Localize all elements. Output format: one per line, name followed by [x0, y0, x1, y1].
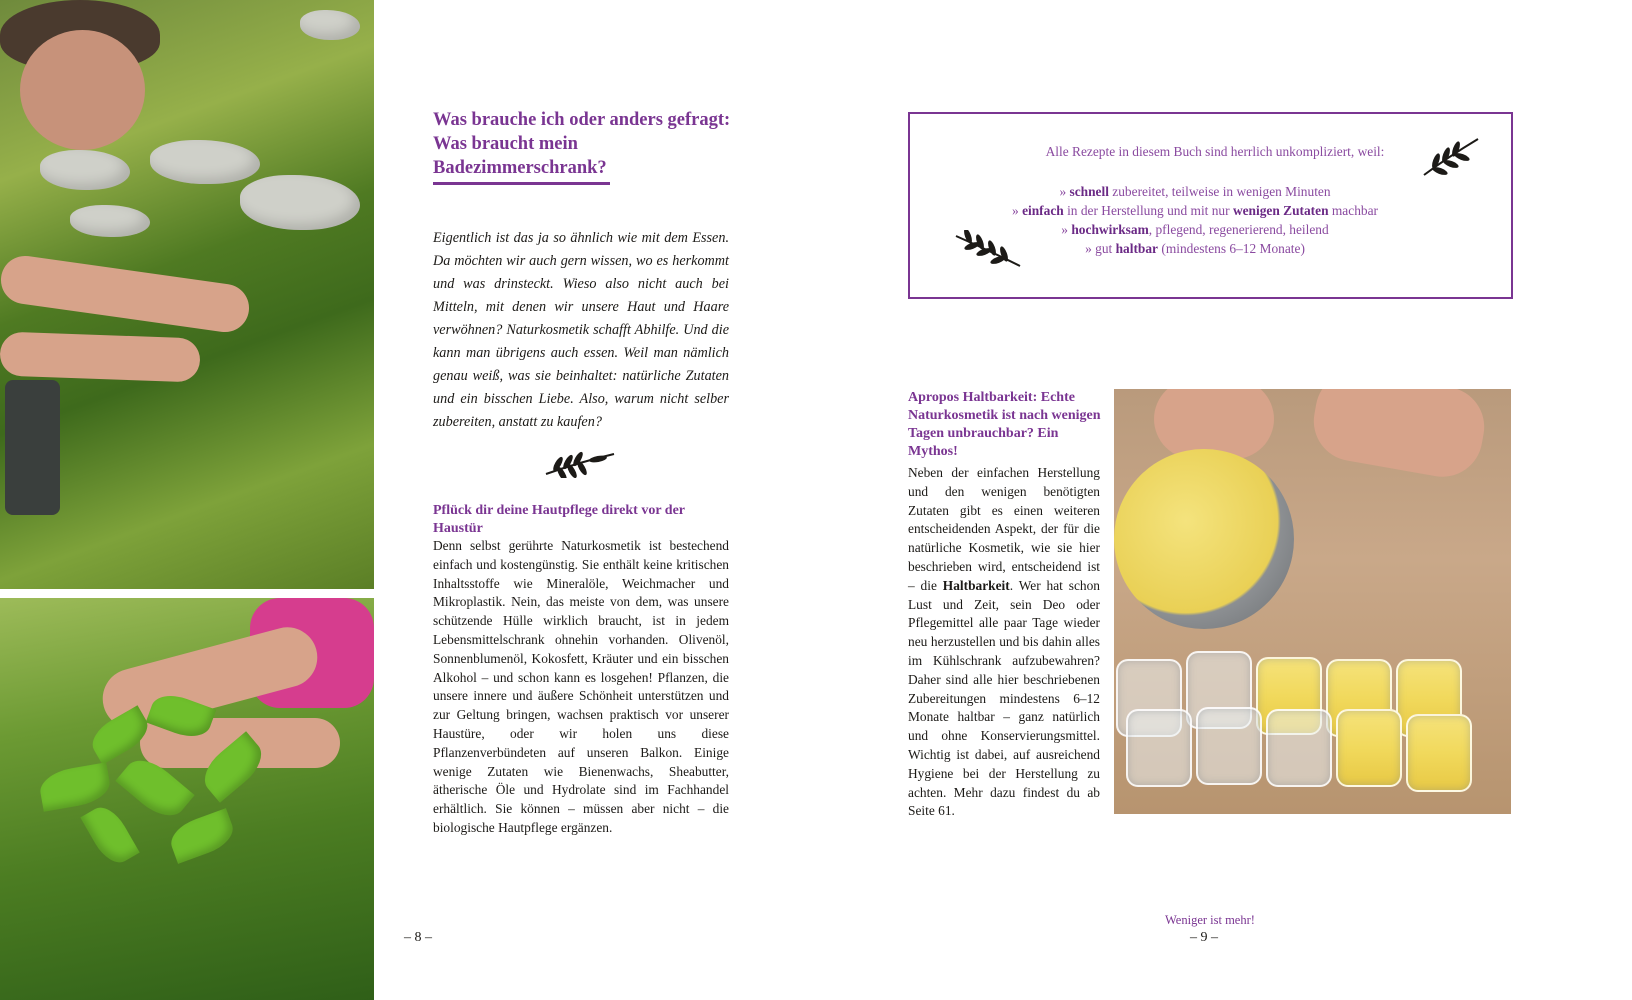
running-title: Weniger ist mehr!: [1165, 913, 1255, 927]
info-box-intro: Alle Rezepte in diesem Buch sind herrlich unkompliziert, weil:: [1045, 144, 1385, 159]
list-item: » gut haltbar (mindestens 6–12 Monate): [1085, 241, 1305, 256]
photo-pouring-cream-into-jars: [1114, 389, 1511, 814]
section-title-right: Apropos Haltbarkeit: Echte Naturkosmetik ist nach wenigen Tagen unbrauchbar? Ein Mythos!: [908, 390, 1101, 459]
heading-underline: [433, 182, 610, 185]
page-heading: Was brauche ich oder anders gefragt: Was braucht mein Badezimmerschrank?: [433, 110, 731, 178]
leaf-sprig-icon: [1418, 133, 1484, 179]
page-number-left: – 8 –: [404, 930, 432, 945]
leaf-sprig-icon: [542, 448, 618, 478]
photo-hands-with-leaves: [0, 598, 374, 1000]
list-item: » einfach in der Herstellung und mit nur wenigen Zutaten machbar: [1012, 203, 1378, 218]
photo-woman-picking-plants: [0, 0, 374, 589]
section-title-left: Pflück dir deine Hautpflege direkt vor der Haustür: [433, 503, 685, 536]
page-number-right: – 9 –: [1190, 930, 1218, 945]
leaf-sprig-icon: [952, 230, 1024, 272]
list-item: » schnell zubereitet, teilweise in wenigen Minuten: [1059, 184, 1331, 199]
list-item: » hochwirksam, pflegend, regenerierend, heilend: [1061, 222, 1329, 237]
section-body-left: Denn selbst gerührte Naturkosmetik ist bestechend einfach und kostengünstig. Sie enthält keine kritischen Inhaltsstoffe wie Mineralöle, Weichmacher und Mikroplastik. Nein, das meiste von dem, was unsere schützende Hülle wirklich braucht, ist in jedem Lebensmittelschrank ohnehin vorhanden. Olivenöl, Sonnenblumenöl, Kokosfett, Kräuter und ein bisschen Alkohol – und schon kann es losgehen! Pflanzen, die unsere innere und äußere Schönheit unterstützen und zur Geltung bringen, wachsen praktisch vor unserer Haustüre, oder wir holen uns diese Pflanzenverbündeten auf unseren Balkon. Einige wenige Zutaten wie Bienenwachs, Sheabutter, ätherische Öle und Hydrolate sind im Fachhandel erhältlich. Sie können – müssen aber nicht – die biologische Hautpflege ergänzen.: [433, 538, 729, 835]
info-box-list: [960, 182, 1430, 258]
intro-paragraph: Eigentlich ist das ja so ähnlich wie mit dem Essen. Da möchten wir auch gern wissen, wo es herkommt und was drinsteckt. Wieso also nicht auch bei Mitteln, mit denen wir unsere Haut und Haare verwöhnen? Naturkosmetik schafft Abhilfe. Und die kann man übrigens auch essen. Weil man nämlich genau weiß, was sie beinhaltet: natürliche Zutaten und ein bisschen Liebe. Also, warum nicht selber zubereiten, anstatt zu kaufen?: [433, 230, 729, 430]
section-body-right: Neben der einfachen Herstellung und den wenigen benötigten Zutaten gibt es einen weiteren entscheidenden Aspekt, der für die natürliche Kosmetik, wie sie hier beschrieben wird, entscheidend ist – die Haltbarkeit. Wer hat schon Lust und Zeit, sein Deo oder Pflegemittel alle paar Tage wieder neu herzustellen und bis dahin alles im Kühlschrank aufzubewahren? Daher sind alle hier beschriebenen Zubereitungen mindestens 6–12 Monate haltbar – ganz natürlich und ohne Konservierungsmittel. Wichtig ist dabei, auf ausreichend Hygiene bei der Herstellung zu achten. Mehr dazu findest du ab Seite 61.: [908, 465, 1100, 819]
